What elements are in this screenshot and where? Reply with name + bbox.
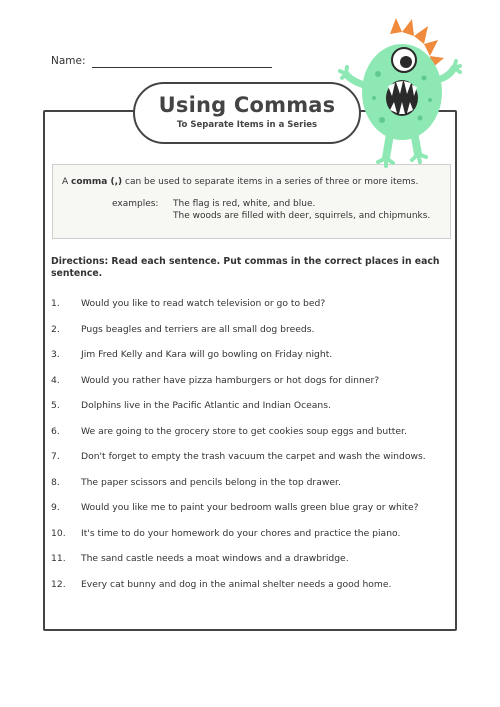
question-number: 6. <box>51 425 60 437</box>
question-item <box>51 502 419 513</box>
question-number: 11. <box>51 553 66 564</box>
example-1: The flag is red, white, and blue. <box>173 199 316 209</box>
example-2: The woods are filled with deer, squirrels, and chipmunks. <box>173 211 431 221</box>
comma-definition <box>62 177 418 187</box>
question-number: 3. <box>51 349 60 360</box>
question-item <box>51 451 426 462</box>
page-subtitle: To Separate Items in a Series <box>176 120 318 130</box>
question-number: 9. <box>51 502 60 513</box>
definition-term: comma (,) <box>71 177 123 187</box>
question-item <box>51 324 314 335</box>
definition-prefix: A <box>62 177 72 187</box>
question-item <box>51 528 400 539</box>
question-number: 5. <box>51 400 60 411</box>
question-item <box>51 426 407 437</box>
examples-label: examples: <box>112 199 159 209</box>
question-number: 12. <box>51 578 66 590</box>
question-text: Jim Fred Kelly and Kara will go bowling on Friday night. <box>81 349 333 360</box>
question-item <box>51 477 341 488</box>
definition-text: can be used to separate items in a series of three or more items. <box>122 177 419 187</box>
name-label: Name: <box>51 55 86 67</box>
title-pill <box>133 82 361 144</box>
question-number: 2. <box>51 323 60 335</box>
question-item <box>51 400 331 411</box>
monster-illustration <box>338 16 462 176</box>
directions: Directions: Read each sentence. Put commas in the correct places in each sentence. <box>51 256 440 279</box>
question-text: Would you like to read watch television or go to bed? <box>81 298 326 309</box>
question-text: Pugs beagles and terriers are all small dog breeds. <box>81 323 315 335</box>
name-line[interactable] <box>92 67 272 68</box>
question-number: 1. <box>51 298 60 309</box>
question-item <box>51 579 391 590</box>
question-text: The sand castle needs a moat windows and a drawbridge. <box>81 553 349 564</box>
question-number: 7. <box>51 451 60 462</box>
question-number: 8. <box>51 476 60 488</box>
question-number: 10. <box>51 527 66 539</box>
question-text: Dolphins live in the Pacific Atlantic and Indian Oceans. <box>81 400 331 411</box>
question-number: 4. <box>51 374 60 386</box>
question-item <box>51 375 379 386</box>
question-text: Don't forget to empty the trash vacuum the carpet and wash the windows. <box>81 451 426 462</box>
question-text: The paper scissors and pencils belong in the top drawer. <box>81 476 341 488</box>
question-text: Would you rather have pizza hamburgers or hot dogs for dinner? <box>81 374 380 386</box>
page-title: Using Commas <box>158 93 336 117</box>
question-item <box>51 553 349 564</box>
question-text: Would you like me to paint your bedroom walls green blue gray or white? <box>81 502 419 513</box>
question-text: Every cat bunny and dog in the animal shelter needs a good home. <box>81 578 392 590</box>
question-text: It's time to do your homework do your chores and practice the piano. <box>81 527 401 539</box>
question-text: We are going to the grocery store to get cookies soup eggs and butter. <box>81 425 407 437</box>
question-item <box>51 349 332 360</box>
question-item <box>51 298 325 309</box>
